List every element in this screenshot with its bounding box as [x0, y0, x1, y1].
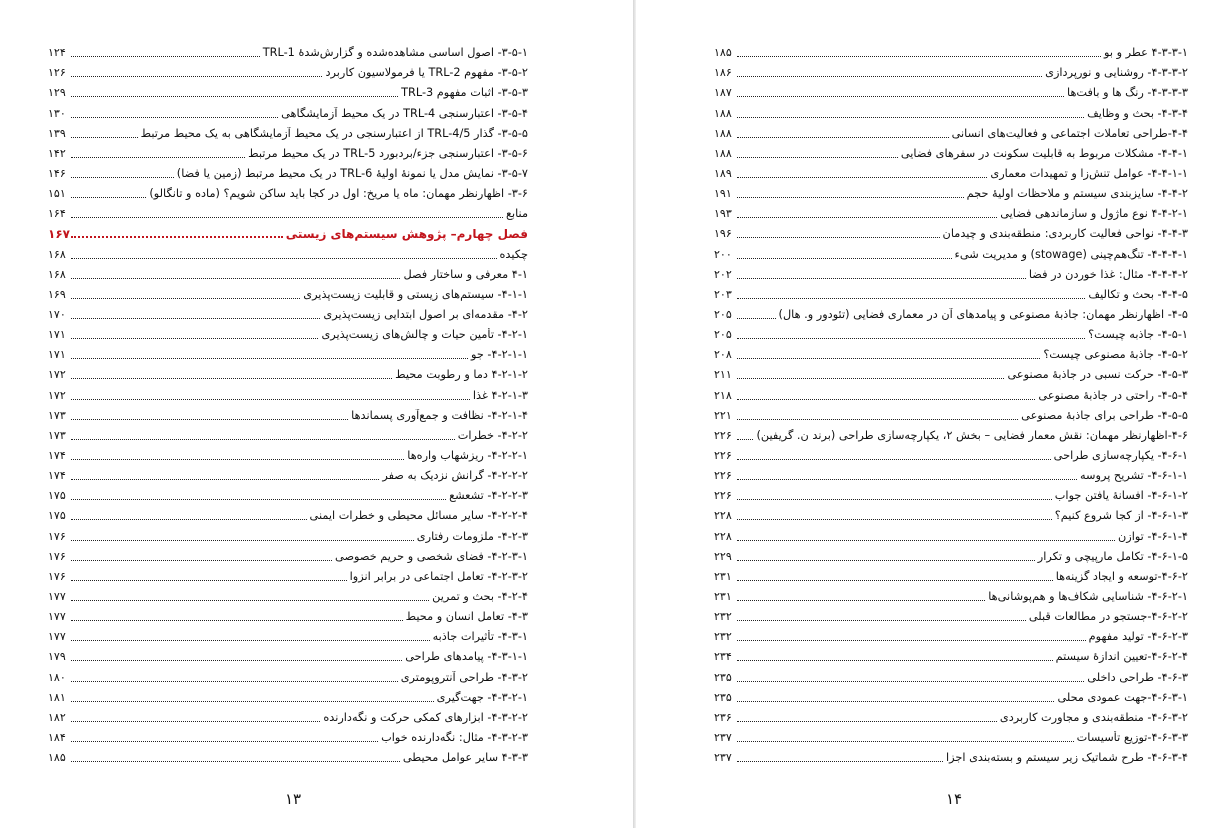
- dot-leader: [737, 620, 1026, 621]
- toc-entry-page: ۱۷۲: [48, 368, 66, 382]
- toc-entry-page: ۱۶۷: [48, 227, 70, 242]
- dot-leader: [737, 258, 952, 259]
- toc-entry-page: ۲۰۵: [714, 328, 732, 342]
- toc-entry: [714, 121, 1188, 141]
- toc-entry-page: ۲۲۸: [714, 529, 732, 543]
- toc-entry-page: ۲۲۸: [714, 509, 732, 523]
- dot-leader: [71, 197, 146, 198]
- toc-entry: [48, 241, 528, 261]
- page-number-right: ۱۴: [946, 790, 963, 808]
- toc-entry-title: ۴-۶-۲-۳- تولید مفهوم: [1088, 630, 1188, 644]
- toc-entry-page: ۲۳۷: [714, 751, 732, 765]
- toc-entry: [48, 60, 528, 80]
- toc-entry-title: ۴-۵-۳- حرکت نسبی در جاذبۀ مصنوعی: [1007, 368, 1188, 382]
- toc-entry-title: ۴-۲-۱-۳ غذا: [472, 388, 528, 402]
- dot-leader: [737, 499, 1052, 500]
- dot-leader: [737, 419, 1018, 420]
- toc-entry: [714, 362, 1188, 382]
- toc-entry-page: ۱۸۰: [48, 670, 66, 684]
- dot-leader: [71, 660, 402, 661]
- toc-entry: [48, 282, 528, 302]
- toc-entry-page: ۲۳۴: [714, 650, 732, 664]
- toc-entry-page: ۱۸۸: [714, 146, 732, 160]
- toc-entry-page: ۲۰۲: [714, 267, 732, 281]
- toc-entry: [714, 483, 1188, 503]
- dot-leader: [737, 459, 1051, 460]
- dot-leader: [71, 56, 260, 57]
- dot-leader: [737, 378, 1004, 379]
- toc-entry-page: ۱۳۰: [48, 106, 66, 120]
- dot-leader: [737, 76, 1042, 77]
- toc-entry: [714, 624, 1188, 644]
- toc-entry-page: ۲۳۵: [714, 670, 732, 684]
- toc-entry-page: ۱۸۵: [48, 751, 66, 765]
- toc-entry-title: ۴-۶-۳-۱-جهت عمودی محلی: [1057, 690, 1188, 704]
- toc-entry: [48, 443, 528, 463]
- toc-entry: [714, 40, 1188, 60]
- dot-leader: [71, 439, 455, 440]
- toc-entry: [714, 544, 1188, 564]
- dot-leader: [737, 439, 753, 440]
- dot-leader: [71, 76, 322, 77]
- toc-entry: [48, 604, 528, 624]
- dot-leader: [71, 117, 278, 118]
- toc-entry-title: ۴-۶-۱- یکپارچه‌سازی طراحی: [1053, 448, 1188, 462]
- dot-leader: [737, 358, 1040, 359]
- toc-entry-title: ۴-۴-۱- مشکلات مربوط به قابلیت سکونت در سفرهای فضایی: [900, 146, 1188, 160]
- toc-chapter-heading: [48, 221, 528, 241]
- toc-entry: [714, 282, 1188, 302]
- toc-entry-title: ۴-۵-۲- جاذبۀ مصنوعی چیست؟: [1043, 348, 1188, 362]
- toc-entry: [48, 584, 528, 604]
- toc-entry-page: ۲۲۶: [714, 489, 732, 503]
- toc-entry-page: ۲۳۶: [714, 710, 732, 724]
- toc-entry: [714, 322, 1188, 342]
- toc-entry-title: ۴-۳-۳-۱ عطر و بو: [1104, 46, 1188, 60]
- dot-leader: [737, 741, 1074, 742]
- dot-leader: [71, 479, 379, 480]
- toc-entry-page: ۱۸۸: [714, 126, 732, 140]
- dot-leader: [71, 540, 414, 541]
- toc-left: [48, 40, 528, 765]
- toc-entry: [714, 443, 1188, 463]
- toc-entry: [48, 322, 528, 342]
- toc-entry-title: ۴-۵-۴- راحتی در جاذبۀ مصنوعی: [1038, 388, 1188, 402]
- dot-leader: [71, 137, 138, 138]
- dot-leader: [737, 117, 1084, 118]
- toc-entry: [714, 604, 1188, 624]
- toc-entry: [714, 201, 1188, 221]
- toc-entry: [714, 644, 1188, 664]
- toc-entry: [48, 382, 528, 402]
- toc-entry-title: ۴-۲-۳-۲- تعامل اجتماعی در برابر انزوا: [349, 569, 528, 583]
- toc-entry-title: ۴-۲-۱-۲ دما و رطوبت محیط: [395, 368, 528, 382]
- toc-entry-page: ۲۲۶: [714, 448, 732, 462]
- toc-entry: [714, 503, 1188, 523]
- toc-entry: [714, 523, 1188, 543]
- dot-leader: [737, 519, 1052, 520]
- toc-entry-title: ۳-۵-۷- نمایش مدل یا نمونۀ اولیۀ TRL-6 در یک محیط مرتبط (زمین یا فضا): [176, 166, 528, 180]
- toc-entry-page: ۲۳۱: [714, 569, 732, 583]
- toc-entry-page: ۱۷۵: [48, 509, 66, 523]
- toc-entry: [48, 403, 528, 423]
- dot-leader: [71, 761, 400, 762]
- toc-entry-title: ۴-۴-طراحی تعاملات اجتماعی و فعالیت‌های انسانی: [951, 126, 1188, 140]
- toc-entry-title: ۴-۳-۲-۱- جهت‌گیری: [436, 690, 528, 704]
- toc-entry-page: ۱۷۴: [48, 469, 66, 483]
- toc-entry-title: ۴-۴-۵- بحث و تکالیف: [1088, 287, 1188, 301]
- toc-entry-title: ۴-۳-۴- بحث و وظایف: [1087, 106, 1188, 120]
- toc-entry-title: ۴-۶-۱-۵- تکامل مارپیچی و تکرار: [1037, 549, 1188, 563]
- toc-entry-page: ۱۹۶: [714, 227, 732, 241]
- toc-entry-page: ۱۷۷: [48, 610, 66, 624]
- toc-entry-page: ۱۸۱: [48, 690, 66, 704]
- dot-leader: [737, 137, 949, 138]
- toc-entry-title: ۴-۴-۲- سایزبندی سیستم و ملاحظات اولیۀ حجم: [966, 187, 1188, 201]
- toc-entry-page: ۱۸۷: [714, 86, 732, 100]
- dot-leader: [737, 217, 997, 218]
- dot-leader: [737, 298, 1085, 299]
- dot-leader: [71, 459, 404, 460]
- toc-entry: [714, 60, 1188, 80]
- dot-leader: [737, 560, 1035, 561]
- dot-leader: [71, 721, 320, 722]
- dot-leader: [71, 580, 347, 581]
- toc-entry: [48, 80, 528, 100]
- toc-entry: [48, 624, 528, 644]
- toc-entry: [714, 302, 1188, 322]
- dot-leader: [71, 519, 307, 520]
- toc-entry-title: فصل چهارم– پژوهش سیستم‌های زیستی: [285, 227, 528, 242]
- toc-entry-title: ۴-۳-۱- تأثیرات جاذبه: [432, 630, 528, 644]
- dot-leader: [71, 236, 283, 238]
- toc-entry-title: ۳-۶- اظهارنظر مهمان: ماه یا مریخ: اول در کجا باید ساکن شویم؟ (ماده و تانگالو): [149, 187, 528, 201]
- toc-entry-page: ۱۷۹: [48, 650, 66, 664]
- toc-entry-title: ۴-۲-۲-۱- ریزشهاب واره‌ها: [407, 448, 528, 462]
- toc-entry: [714, 262, 1188, 282]
- dot-leader: [737, 479, 1077, 480]
- toc-entry-title: ۴-۶-۱-۱- تشریح پروسه: [1079, 469, 1188, 483]
- toc-entry: [48, 100, 528, 120]
- toc-entry-page: ۱۸۶: [714, 66, 732, 80]
- toc-entry: [48, 362, 528, 382]
- toc-entry-page: ۱۷۶: [48, 529, 66, 543]
- toc-entry-title: ۴-۲-۱-۱- جو: [471, 348, 528, 362]
- toc-entry-title: ۴-۶-۲-۲-جستجو در مطالعات قبلی: [1028, 610, 1188, 624]
- toc-entry-page: ۱۲۶: [48, 66, 66, 80]
- toc-entry: [48, 181, 528, 201]
- toc-entry-page: ۱۷۳: [48, 428, 66, 442]
- toc-entry-page: ۱۷۳: [48, 408, 66, 422]
- dot-leader: [737, 761, 943, 762]
- toc-entry: [48, 483, 528, 503]
- toc-entry-title: ۴-۳-۲-۲- ابزارهای کمکی حرکت و نگه‌دارنده: [323, 710, 528, 724]
- toc-entry-page: ۲۲۹: [714, 549, 732, 563]
- dot-leader: [737, 399, 1035, 400]
- toc-entry-title: ۴-۳-۳ سایر عوامل محیطی: [402, 751, 528, 765]
- dot-leader: [71, 620, 403, 621]
- toc-entry-page: ۱۷۰: [48, 307, 66, 321]
- toc-entry-page: ۲۲۶: [714, 469, 732, 483]
- dot-leader: [71, 399, 470, 400]
- toc-entry-page: ۱۴۶: [48, 166, 66, 180]
- toc-entry-title: ۴-۳-۱-۱- پیامدهای طراحی: [405, 650, 528, 664]
- dot-leader: [737, 721, 997, 722]
- dot-leader: [71, 560, 332, 561]
- toc-entry-title: ۴-۴-۴-۲- مثال: غذا خوردن در فضا: [1028, 267, 1188, 281]
- toc-entry: [48, 705, 528, 725]
- toc-entry: [48, 262, 528, 282]
- toc-entry: [48, 40, 528, 60]
- toc-entry-title: ۴-۲-۲-۴- سایر مسائل محیطی و خطرات ایمنی: [309, 509, 528, 523]
- toc-entry: [714, 685, 1188, 705]
- dot-leader: [71, 640, 430, 641]
- toc-entry-title: ۴-۶-۳-۳-توزیع تأسیسات: [1076, 730, 1188, 744]
- toc-entry-title: ۳-۵-۴- اعتبارسنجی TRL-4 در یک محیط آزمایشگاهی: [281, 106, 528, 120]
- toc-entry-title: ۴-۶-۲-۱- شناسایی شکاف‌ها و هم‌پوشانی‌ها: [988, 589, 1188, 603]
- dot-leader: [737, 338, 1085, 339]
- toc-entry-page: ۱۹۳: [714, 207, 732, 221]
- toc-entry: [714, 100, 1188, 120]
- toc-entry-page: ۱۶۸: [48, 267, 66, 281]
- toc-entry-title: ۴-۶-۳-۲- منطقه‌بندی و مجاورت کاربردی: [999, 710, 1188, 724]
- toc-entry-title: چکیده: [499, 247, 528, 261]
- toc-entry-title: ۴-۴-۴-۱- تنگ‌هم‌چینی (stowage) و مدیریت شیء: [954, 247, 1188, 261]
- toc-entry-page: ۲۱۸: [714, 388, 732, 402]
- dot-leader: [71, 701, 434, 702]
- toc-entry-title: ۴-۲-۴- بحث و تمرین: [432, 589, 528, 603]
- toc-entry-title: ۴-۶-اظهارنظر مهمان: نقش معمار فضایی – بخش ۲، یکپارچه‌سازی طراحی (برند ن. گریفین): [756, 428, 1188, 442]
- toc-entry-page: ۱۸۹: [714, 166, 732, 180]
- dot-leader: [737, 318, 776, 319]
- toc-entry: [48, 423, 528, 443]
- toc-entry-title: ۴-۶-۱-۲- افسانۀ یافتن جواب: [1054, 489, 1188, 503]
- toc-entry-page: ۱۷۶: [48, 569, 66, 583]
- toc-entry-title: ۴-۶-۱-۴- توازن: [1117, 529, 1188, 543]
- dot-leader: [71, 681, 398, 682]
- toc-entry-page: ۱۷۵: [48, 489, 66, 503]
- toc-entry: [48, 161, 528, 181]
- right-page: [636, 0, 1230, 828]
- page-number-left: ۱۳: [285, 790, 302, 808]
- dot-leader: [71, 177, 174, 178]
- toc-entry: [714, 423, 1188, 443]
- toc-entry: [714, 382, 1188, 402]
- toc-entry: [48, 302, 528, 322]
- toc-entry-page: ۲۲۶: [714, 428, 732, 442]
- toc-entry-page: ۱۷۶: [48, 549, 66, 563]
- toc-entry-page: ۲۳۱: [714, 589, 732, 603]
- toc-entry-title: ۴-۲-۲- خطرات: [457, 428, 528, 442]
- toc-entry: [714, 745, 1188, 765]
- toc-entry: [714, 584, 1188, 604]
- toc-entry-title: ۴-۵- اظهارنظر مهمان: جاذبۀ مصنوعی و پیامدهای آن در معماری فضایی (تئودور و. هال): [778, 307, 1188, 321]
- toc-entry: [48, 664, 528, 684]
- dot-leader: [71, 318, 320, 319]
- toc-entry-title: ۴-۴-۳- نواحی فعالیت کاربردی: منطقه‌بندی و چیدمان: [942, 227, 1188, 241]
- toc-entry: [714, 664, 1188, 684]
- toc-entry-page: ۱۸۲: [48, 710, 66, 724]
- toc-entry-title: ۴-۳-۳-۲- روشنایی و نورپردازی: [1045, 66, 1188, 80]
- toc-entry-title: ۴-۱ معرفی و ساختار فصل: [403, 267, 528, 281]
- toc-entry-page: ۱۷۷: [48, 589, 66, 603]
- toc-entry: [714, 403, 1188, 423]
- toc-entry-page: ۱۸۵: [714, 46, 732, 60]
- toc-entry-page: ۱۶۸: [48, 247, 66, 261]
- dot-leader: [737, 660, 1053, 661]
- dot-leader: [71, 157, 245, 158]
- toc-entry-page: ۱۵۱: [48, 187, 66, 201]
- toc-entry: [48, 463, 528, 483]
- toc-entry-title: ۴-۲-۳-۱- فضای شخصی و حریم خصوصی: [335, 549, 528, 563]
- toc-entry: [48, 644, 528, 664]
- dot-leader: [71, 600, 429, 601]
- toc-entry-page: ۲۰۳: [714, 287, 732, 301]
- toc-entry-page: ۲۲۱: [714, 408, 732, 422]
- toc-entry: [48, 342, 528, 362]
- toc-entry-title: ۳-۵-۶- اعتبارسنجی جزء/بردبورد TRL-5 در یک محیط مرتبط: [248, 146, 528, 160]
- toc-entry-title: ۴-۲-۳- ملزومات رفتاری: [416, 529, 528, 543]
- dot-leader: [737, 197, 964, 198]
- toc-entry: [714, 80, 1188, 100]
- toc-entry: [714, 141, 1188, 161]
- toc-entry-page: ۱۶۴: [48, 207, 66, 221]
- dot-leader: [737, 580, 1053, 581]
- toc-entry-title: ۴-۵-۵- طراحی برای جاذبۀ مصنوعی: [1021, 408, 1188, 422]
- toc-entry: [48, 523, 528, 543]
- toc-entry-title: ۴-۶-۲-توسعه و ایجاد گزینه‌ها: [1055, 569, 1188, 583]
- toc-entry-page: ۱۹۱: [714, 187, 732, 201]
- dot-leader: [71, 338, 318, 339]
- toc-entry-title: ۴-۲-۱-۴- نظافت و جمع‌آوری پسماندها: [351, 408, 528, 422]
- toc-entry-title: ۴-۵-۱- جاذبه چیست؟: [1088, 328, 1188, 342]
- dot-leader: [71, 358, 468, 359]
- toc-entry: [48, 141, 528, 161]
- dot-leader: [71, 741, 378, 742]
- toc-entry-title: ۴-۳-۳-۳- رنگ ها و بافت‌ها: [1067, 86, 1188, 100]
- toc-entry: [714, 463, 1188, 483]
- toc-entry-title: منابع: [505, 207, 528, 221]
- toc-entry: [714, 221, 1188, 241]
- toc-entry-title: ۳-۵-۳- اثبات مفهوم TRL-3: [401, 86, 528, 100]
- toc-entry-title: ۴-۲-۲-۲- گرانش نزدیک به صفر: [382, 469, 528, 483]
- dot-leader: [71, 278, 400, 279]
- toc-entry-title: ۴-۶-۳- طراحی داخلی: [1087, 670, 1188, 684]
- dot-leader: [737, 278, 1026, 279]
- toc-entry-page: ۲۳۷: [714, 730, 732, 744]
- toc-entry: [48, 121, 528, 141]
- toc-entry: [48, 503, 528, 523]
- toc-entry-title: ۴-۳-۲- طراحی آنتروپومتری: [400, 670, 528, 684]
- dot-leader: [71, 499, 446, 500]
- toc-entry-title: ۴-۳-۲-۳- مثال: نگه‌دارنده خواب: [381, 730, 528, 744]
- toc-entry: [48, 564, 528, 584]
- dot-leader: [71, 96, 398, 97]
- toc-entry-title: ۴-۱-۱- سیستم‌های زیستی و قابلیت زیست‌پذیری: [303, 287, 528, 301]
- toc-entry-page: ۲۰۵: [714, 307, 732, 321]
- toc-entry-title: ۴-۲- مقدمه‌ای بر اصول ابتدایی زیست‌پذیری: [323, 307, 528, 321]
- dot-leader: [737, 681, 1084, 682]
- toc-entry-page: ۲۳۵: [714, 690, 732, 704]
- toc-entry-title: ۳-۵-۵- گذار TRL-4/5 از اعتبارسنجی در یک محیط آزمایشگاهی به یک محیط مرتبط: [140, 126, 528, 140]
- toc-entry-page: ۱۸۸: [714, 106, 732, 120]
- toc-entry-page: ۱۷۴: [48, 448, 66, 462]
- toc-entry-title: ۳-۵-۲- مفهوم TRL-2 یا فرمولاسیون کاربرد: [325, 66, 528, 80]
- toc-entry: [714, 161, 1188, 181]
- dot-leader: [71, 378, 392, 379]
- toc-entry-title: ۴-۲-۱- تأمین حیات و چالش‌های زیست‌پذیری: [321, 328, 528, 342]
- toc-entry-page: ۲۳۲: [714, 630, 732, 644]
- dot-leader: [737, 177, 987, 178]
- toc-entry: [714, 241, 1188, 261]
- dot-leader: [737, 701, 1054, 702]
- toc-entry-page: ۱۷۲: [48, 388, 66, 402]
- dot-leader: [737, 600, 985, 601]
- toc-entry: [48, 725, 528, 745]
- toc-entry: [714, 181, 1188, 201]
- toc-entry: [48, 685, 528, 705]
- dot-leader: [737, 157, 898, 158]
- dot-leader: [71, 258, 497, 259]
- toc-entry-title: ۴-۲-۲-۳- تشعشع: [449, 489, 528, 503]
- toc-entry: [714, 564, 1188, 584]
- toc-entry: [714, 342, 1188, 362]
- toc-entry-title: ۴-۳- تعامل انسان و محیط: [405, 610, 528, 624]
- toc-entry-title: ۴-۶-۲-۴-تعیین اندازۀ سیستم: [1055, 650, 1188, 664]
- dot-leader: [737, 237, 940, 238]
- dot-leader: [737, 540, 1115, 541]
- dot-leader: [737, 56, 1101, 57]
- toc-entry: [48, 745, 528, 765]
- toc-entry-page: ۱۷۱: [48, 328, 66, 342]
- toc-entry-title: ۴-۶-۱-۳- از کجا شروع کنیم؟: [1054, 509, 1188, 523]
- toc-entry-page: ۲۳۲: [714, 610, 732, 624]
- toc-entry-page: ۱۴۲: [48, 146, 66, 160]
- toc-entry: [48, 544, 528, 564]
- dot-leader: [737, 96, 1064, 97]
- toc-entry-page: ۲۱۱: [714, 368, 732, 382]
- toc-entry-page: ۱۷۷: [48, 630, 66, 644]
- toc-entry-page: ۲۰۸: [714, 348, 732, 362]
- toc-entry: [714, 705, 1188, 725]
- toc-entry-page: ۱۶۹: [48, 287, 66, 301]
- toc-entry: [48, 201, 528, 221]
- toc-entry-title: ۴-۶-۳-۴- طرح شماتیک زیر سیستم و بسته‌بندی اجزا: [945, 751, 1188, 765]
- toc-entry-page: ۱۲۹: [48, 86, 66, 100]
- toc-entry-page: ۱۲۴: [48, 46, 66, 60]
- dot-leader: [71, 419, 348, 420]
- dot-leader: [71, 217, 503, 218]
- toc-entry-title: ۳-۵-۱- اصول اساسی مشاهده‌شده و گزارش‌شدۀ TRL-1: [262, 46, 528, 60]
- toc-entry-title: ۴-۴-۱-۱- عوامل تنش‌زا و تمهیدات معماری: [990, 166, 1188, 180]
- toc-entry-page: ۱۳۹: [48, 126, 66, 140]
- toc-entry-title: ۴-۴-۲-۱ نوع ماژول و سازماندهی فضایی: [1000, 207, 1188, 221]
- dot-leader: [737, 640, 1086, 641]
- toc-right: [714, 40, 1188, 765]
- toc-entry-page: ۲۰۰: [714, 247, 732, 261]
- toc-entry-page: ۱۷۱: [48, 348, 66, 362]
- toc-entry-page: ۱۸۴: [48, 730, 66, 744]
- toc-entry: [714, 725, 1188, 745]
- dot-leader: [71, 298, 300, 299]
